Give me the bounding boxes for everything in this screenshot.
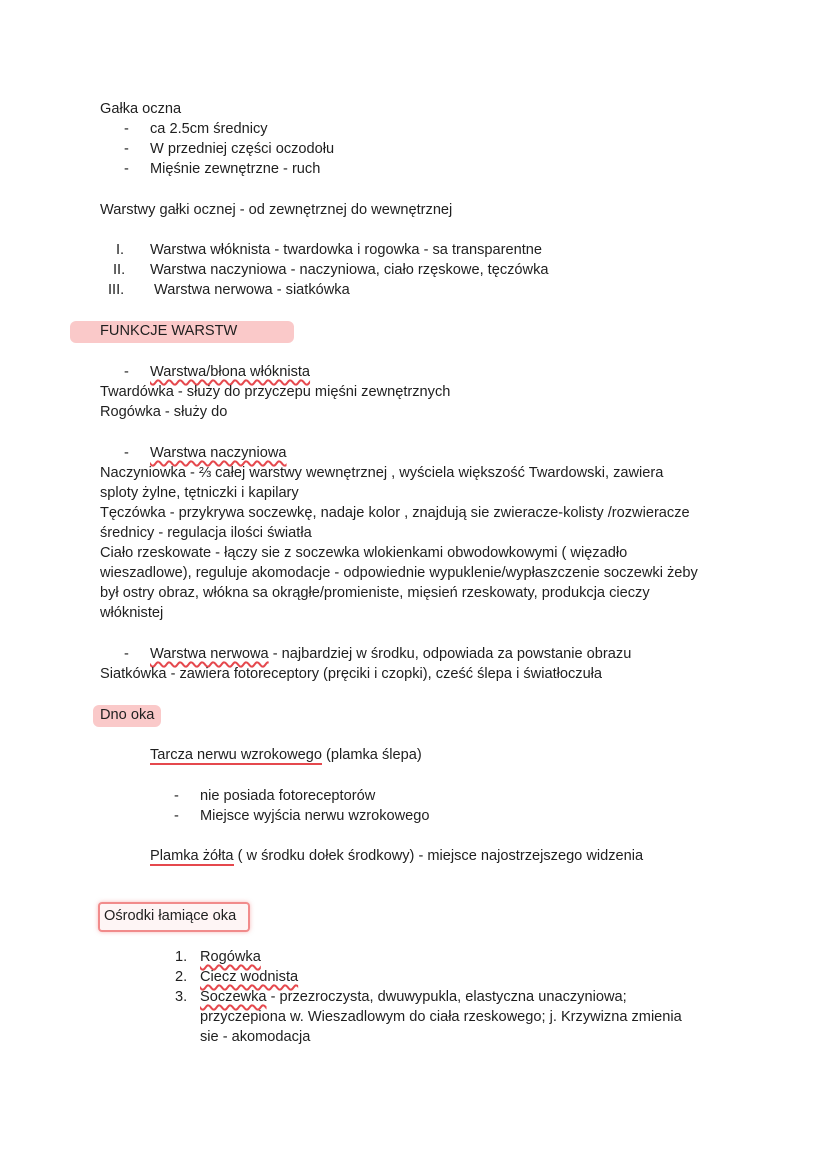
list-num: 3. [175, 989, 188, 1005]
subheading-naczyniowa: Warstwa naczyniowa [150, 445, 287, 461]
subheading-tarcza: Tarcza nerwu wzrokowego [150, 747, 322, 763]
tarcza-line [150, 745, 422, 765]
subheading-plamka: Plamka żółta [150, 848, 234, 864]
text-line: Tęczówka - przykrywa soczewkę, nadaje kolor , znajdują sie zwieracze-kolisty /rozwieracze [100, 505, 690, 521]
dash: - [124, 141, 129, 157]
heading-dno-oka: Dno oka [100, 707, 155, 723]
heading-funkcje: FUNKCJE WARSTW [100, 323, 238, 339]
dash: - [124, 364, 129, 380]
list-item: Miejsce wyjścia nerwu wzrokowego [200, 808, 430, 824]
text-line: Naczyniowka - ⅔ całej warstwy wewnętrznej , wyściela większość Twardowski, zawiera [100, 465, 664, 481]
nerwowa-rest: - najbardziej w środku, odpowiada za powstanie obrazu [268, 646, 632, 662]
list-item: ca 2.5cm średnicy [150, 121, 268, 137]
layer-item: Warstwa naczyniowa - naczyniowa, ciało rzęskowe, tęczówka [150, 262, 549, 278]
text-line: wieszadlowe), reguluje akomodacje - odpowiednie wypuklenie/wypłaszczenie soczewki żeby [100, 565, 698, 581]
list-item: W przedniej części oczodołu [150, 141, 335, 157]
text-line: przyczepiona w. Wieszadlowym do ciała rzeskowego; j. Krzywizna zmienia [200, 1009, 682, 1025]
osrodek-title: Rogówka [200, 949, 261, 965]
roman-num: II. [113, 262, 126, 278]
list-num: 2. [175, 969, 188, 985]
dash: - [124, 121, 129, 137]
layer-item: Warstwa włóknista - twardowka i rogowka - sa transparentne [150, 242, 543, 258]
roman-num: I. [116, 242, 125, 258]
list-item: Mięśnie zewnętrzne - ruch [150, 161, 321, 177]
nerwowa-line [150, 644, 631, 664]
list-num: 1. [175, 949, 188, 965]
heading-osrodki: Ośrodki łamiące oka [104, 908, 237, 924]
text-line: Siatkówka - zawiera fotoreceptory (pręciki i czopki), cześć ślepa i światłoczuła [100, 666, 603, 682]
subheading-wloknista: Warstwa/błona włóknista [150, 364, 311, 380]
dash: - [124, 445, 129, 461]
layers-intro: Warstwy gałki ocznej - od zewnętrznej do wewnętrznej [100, 202, 453, 218]
dash: - [124, 161, 129, 177]
osrodek-title: Soczewka [200, 989, 267, 1005]
soczewka-rest: - przezroczysta, dwuwypukla, elastyczna unaczyniowa; [266, 989, 627, 1005]
soczewka-line [200, 987, 627, 1007]
text-line: średnicy - regulacja ilości światła [100, 525, 312, 541]
osrodek-title: Ciecz wodnista [200, 969, 299, 985]
dash: - [174, 808, 179, 824]
plamka-rest: ( w środku dołek środkowy) - miejsce najostrzejszego widzenia [233, 848, 644, 864]
roman-num: III. [108, 282, 125, 298]
dash: - [174, 788, 179, 804]
text-line: Twardówka - służy do przyczepu mięśni zewnętrznych [100, 384, 451, 400]
dash: - [124, 646, 129, 662]
text-line: sie - akomodacja [200, 1029, 311, 1045]
section-title-galka: Gałka oczna [100, 101, 182, 117]
text-line: Rogówka - służy do [100, 404, 228, 420]
tarcza-rest: (plamka ślepa) [321, 747, 422, 763]
text-line: sploty żylne, tętniczki i kapilary [100, 485, 299, 501]
text-line: Ciało rzeskowate - łączy sie z soczewka wlokienkami obwodowkowymi ( więzadło [100, 545, 628, 561]
plamka-line [150, 846, 643, 866]
subheading-nerwowa: Warstwa nerwowa [150, 646, 269, 662]
list-item: nie posiada fotoreceptorów [200, 788, 376, 804]
text-line: był ostry obraz, włókna sa okrągłe/promieniste, mięsień rzeskowaty, produkcja cieczy [100, 585, 650, 601]
text-line: włóknistej [100, 605, 164, 621]
layer-item: Warstwa nerwowa - siatkówka [154, 282, 350, 298]
